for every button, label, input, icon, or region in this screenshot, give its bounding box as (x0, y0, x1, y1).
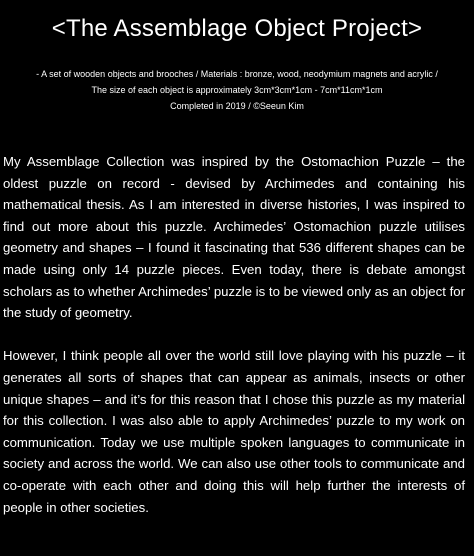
paragraph-inspiration: My Assemblage Collection was inspired by the Ostomachion Puzzle – the oldest puzzle on record - devised by Archimedes and containing his mathematical thesis. As I am interested in diverse histories, I was inspired to find out more about this puzzle. Archimedes’ Ostomachion puzzle utilises geometry and shapes – I found it fascinating that 536 different shapes can be made using only 14 puzzle pieces. Even today, there is debate amongst scholars as to whether Archimedes’ puzzle is to be viewed only as an object for the study of geometry. (3, 154, 465, 321)
completion-line: Completed in 2019 / ©Seeun Kim (170, 101, 304, 111)
project-details (0, 66, 474, 114)
page-title: <The Assemblage Object Project> (51, 15, 423, 42)
size-line: The size of each object is approximately 3cm*3cm*1cm - 7cm*11cm*1cm (91, 85, 383, 95)
paragraph-communication: However, I think people all over the world still love playing with his puzzle – it generates all sorts of shapes that can appear as animals, insects or other unique shapes – and it’s for this reason that I chose this puzzle as my material for this collection. I was also able to apply Archimedes’ puzzle to my work on communication. Today we use multiple spoken languages to communicate in society and across the world. We can also use other tools to communicate and co-operate with each other and doing this will help further the interests of people in other societies. (3, 348, 465, 515)
article-body (3, 151, 465, 518)
materials-line: - A set of wooden objects and brooches / Materials : bronze, wood, neodymium magnets and acrylic / (36, 69, 438, 79)
